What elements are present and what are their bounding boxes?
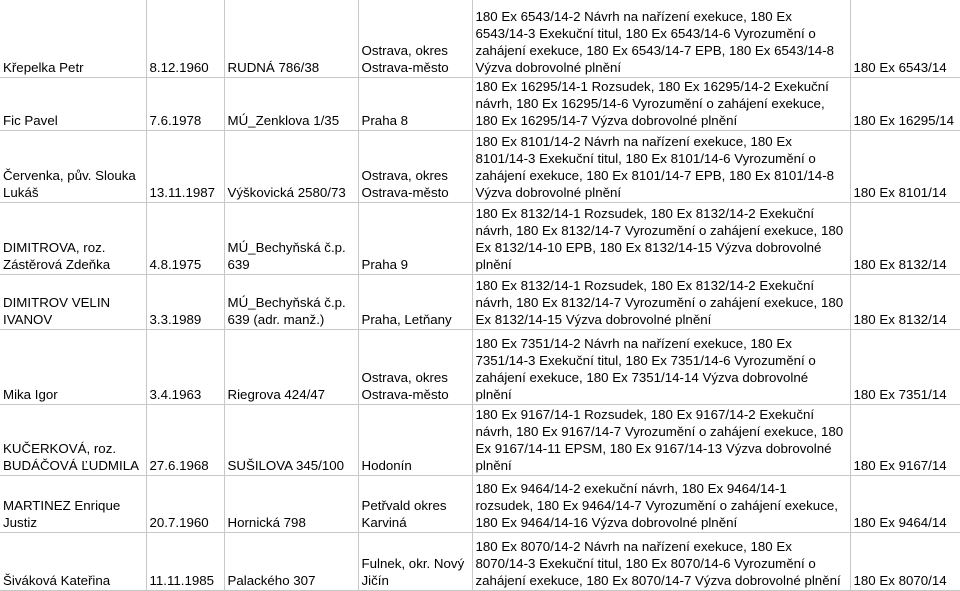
birth-date-cell[interactable]: 3.4.1963 (146, 329, 224, 404)
city-cell[interactable]: Praha 8 (358, 77, 472, 130)
address-cell[interactable]: MÚ_Zenklova 1/35 (224, 77, 358, 130)
documents-cell[interactable]: 180 Ex 6543/14-2 Návrh na nařízení exekuce, 180 Ex 6543/14-3 Exekuční titul, 180 Ex 6543/14-6 Vyrozumění o zahájení exekuce, 180 Ex 6543/14-7 EPB, 180 Ex 6543/14-8 Výzva dobrovolné plnění (472, 0, 850, 77)
name-cell[interactable]: MARTINEZ Enrique Justiz (0, 475, 146, 532)
name-cell[interactable]: KUČERKOVÁ, roz. BUDÁČOVÁ ĽUDMILA (0, 404, 146, 475)
address-cell[interactable]: Palackého 307 (224, 532, 358, 590)
documents-cell[interactable]: 180 Ex 8132/14-1 Rozsudek, 180 Ex 8132/14-2 Exekuční návrh, 180 Ex 8132/14-7 Vyrozumění o zahájení exekuce, 180 Ex 8132/14-10 EPB, 180 Ex 8132/14-15 Výzva dobrovolné plnění (472, 202, 850, 274)
name-cell[interactable]: DIMITROV VELIN IVANOV (0, 274, 146, 329)
birth-date-cell[interactable]: 8.12.1960 (146, 0, 224, 77)
name-cell[interactable]: Mika Igor (0, 329, 146, 404)
table-row[interactable] (0, 130, 960, 202)
city-cell[interactable]: Fulnek, okr. Nový Jičín (358, 532, 472, 590)
city-cell[interactable]: Petřvald okres Karviná (358, 475, 472, 532)
birth-date-cell[interactable]: 13.11.1987 (146, 130, 224, 202)
case-number-cell[interactable]: 180 Ex 9167/14 (850, 404, 960, 475)
name-cell[interactable]: Červenka, pův. Slouka Lukáš (0, 130, 146, 202)
address-cell[interactable]: MÚ_Bechyňská č.p. 639 (adr. manž.) (224, 274, 358, 329)
birth-date-cell[interactable]: 7.6.1978 (146, 77, 224, 130)
documents-cell[interactable]: 180 Ex 9167/14-1 Rozsudek, 180 Ex 9167/14-2 Exekuční návrh, 180 Ex 9167/14-7 Vyrozumění o zahájení exekuce, 180 Ex 9167/14-11 EPSM, 180 Ex 9167/14-13 Výzva dobrovolné plnění (472, 404, 850, 475)
name-cell[interactable]: Křepelka Petr (0, 0, 146, 77)
table-row[interactable] (0, 77, 960, 130)
name-cell[interactable]: Šiváková Kateřina (0, 532, 146, 590)
city-cell[interactable]: Hodonín (358, 404, 472, 475)
documents-cell[interactable]: 180 Ex 8070/14-2 Návrh na nařízení exekuce, 180 Ex 8070/14-3 Exekuční titul, 180 Ex 8070/14-6 Vyrozumění o zahájení exekuce, 180 Ex 8070/14-7 Výzva dobrovolné plnění (472, 532, 850, 590)
address-cell[interactable]: Výškovická 2580/73 (224, 130, 358, 202)
case-number-cell[interactable]: 180 Ex 8070/14 (850, 532, 960, 590)
birth-date-cell[interactable]: 11.11.1985 (146, 532, 224, 590)
documents-cell[interactable]: 180 Ex 8132/14-1 Rozsudek, 180 Ex 8132/14-2 Exekuční návrh, 180 Ex 8132/14-7 Vyrozumění o zahájení exekuce, 180 Ex 8132/14-15 Výzva dobrovolné plnění (472, 274, 850, 329)
documents-cell[interactable]: 180 Ex 16295/14-1 Rozsudek, 180 Ex 16295/14-2 Exekuční návrh, 180 Ex 16295/14-6 Vyrozumění o zahájení exekuce, 180 Ex 16295/14-7 Výzva dobrovolné plnění (472, 77, 850, 130)
address-cell[interactable]: RUDNÁ 786/38 (224, 0, 358, 77)
birth-date-cell[interactable]: 4.8.1975 (146, 202, 224, 274)
table-row[interactable] (0, 329, 960, 404)
name-cell[interactable]: DIMITROVA, roz. Zástěrová Zdeňka (0, 202, 146, 274)
table-row[interactable] (0, 475, 960, 532)
case-number-cell[interactable]: 180 Ex 8132/14 (850, 274, 960, 329)
case-number-cell[interactable]: 180 Ex 16295/14 (850, 77, 960, 130)
case-number-cell[interactable]: 180 Ex 8101/14 (850, 130, 960, 202)
birth-date-cell[interactable]: 27.6.1968 (146, 404, 224, 475)
table-row[interactable] (0, 0, 960, 77)
birth-date-cell[interactable]: 20.7.1960 (146, 475, 224, 532)
city-cell[interactable]: Praha 9 (358, 202, 472, 274)
city-cell[interactable]: Praha, Letňany (358, 274, 472, 329)
case-number-cell[interactable]: 180 Ex 8132/14 (850, 202, 960, 274)
documents-cell[interactable]: 180 Ex 7351/14-2 Návrh na nařízení exekuce, 180 Ex 7351/14-3 Exekuční titul, 180 Ex 7351/14-6 Vyrozumění o zahájení exekuce, 180 Ex 7351/14-14 Výzva dobrovolné plnění (472, 329, 850, 404)
address-cell[interactable]: Riegrova 424/47 (224, 329, 358, 404)
case-number-cell[interactable]: 180 Ex 7351/14 (850, 329, 960, 404)
case-number-cell[interactable]: 180 Ex 9464/14 (850, 475, 960, 532)
birth-date-cell[interactable]: 3.3.1989 (146, 274, 224, 329)
address-cell[interactable]: Hornická 798 (224, 475, 358, 532)
table-row[interactable] (0, 202, 960, 274)
address-cell[interactable]: SUŠILOVA 345/100 (224, 404, 358, 475)
documents-cell[interactable]: 180 Ex 8101/14-2 Návrh na nařízení exekuce, 180 Ex 8101/14-3 Exekuční titul, 180 Ex 8101/14-6 Vyrozumění o zahájení exekuce, 180 Ex 8101/14-7 EPB, 180 Ex 8101/14-8 Výzva dobrovolné plnění (472, 130, 850, 202)
table-row[interactable] (0, 274, 960, 329)
table-row[interactable] (0, 404, 960, 475)
name-cell[interactable]: Fic Pavel (0, 77, 146, 130)
case-number-cell[interactable]: 180 Ex 6543/14 (850, 0, 960, 77)
city-cell[interactable]: Ostrava, okres Ostrava-město (358, 0, 472, 77)
city-cell[interactable]: Ostrava, okres Ostrava-město (358, 130, 472, 202)
documents-cell[interactable]: 180 Ex 9464/14-2 exekuční návrh, 180 Ex 9464/14-1 rozsudek, 180 Ex 9464/14-7 Vyrozumění o zahájení exekuce, 180 Ex 9464/14-16 Výzva dobrovolné plnění (472, 475, 850, 532)
table-row[interactable] (0, 532, 960, 590)
city-cell[interactable]: Ostrava, okres Ostrava-město (358, 329, 472, 404)
address-cell[interactable]: MÚ_Bechyňská č.p. 639 (224, 202, 358, 274)
